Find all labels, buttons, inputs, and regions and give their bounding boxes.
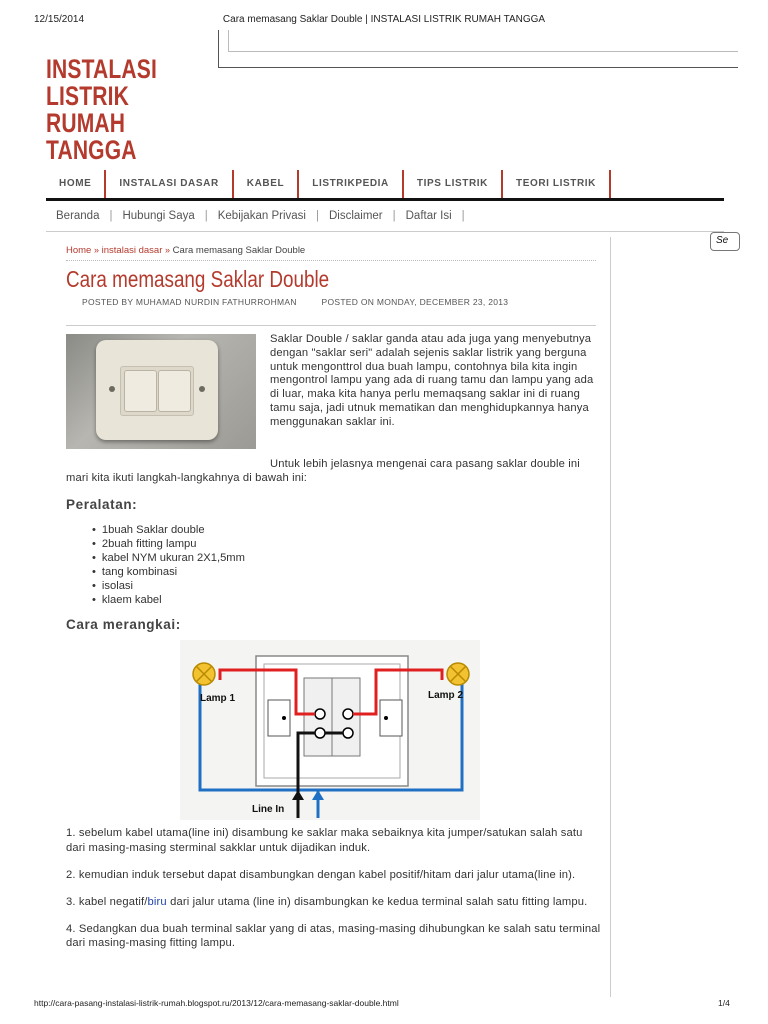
switch-plate <box>96 340 218 440</box>
list-item: • isolasi <box>90 580 245 594</box>
page-nav-separator: | <box>392 209 396 222</box>
step-2: 2. kemudian induk tersebut dapat disambungkan dengan kabel positif/hitam dari jalur utama(line in). <box>66 868 576 881</box>
list-item: • klaem kabel <box>90 594 245 608</box>
breadcrumb-home[interactable]: Home <box>66 245 92 256</box>
line-in-label: Line In <box>252 804 285 815</box>
switch-frame <box>120 366 194 416</box>
wiring-diagram <box>180 640 480 820</box>
site-logo[interactable] <box>46 56 179 164</box>
page-nav-separator: | <box>109 209 113 222</box>
header-banner-inner <box>228 30 738 52</box>
list-item: • tang kombinasi <box>90 566 245 580</box>
breadcrumb-current: Cara memasang Saklar Double <box>172 245 306 256</box>
post-title[interactable]: Cara memasang Saklar Double <box>66 266 330 292</box>
post-date: POSTED ON MONDAY, DECEMBER 23, 2013 <box>321 297 509 307</box>
sidebar-divider <box>610 237 611 997</box>
page-nav-separator: | <box>461 209 465 222</box>
print-page-number: 1/4 <box>718 998 730 1008</box>
nav-item-home[interactable]: HOME <box>46 170 106 198</box>
tools-list <box>90 524 245 607</box>
post-meta <box>82 297 602 307</box>
logo-line: INSTALASI <box>46 54 158 84</box>
list-item: • 1buah Saklar double <box>90 524 245 538</box>
logo-line: TANGGA <box>46 135 137 165</box>
screw-left <box>109 386 115 392</box>
page-nav-separator: | <box>204 209 208 222</box>
intro-paragraph-2: Untuk lebih jelasnya mengenai cara pasang saklar double ini mari kita ikuti langkah-langkahnya di bawah ini: <box>66 458 580 484</box>
page-link-daftar-isi[interactable]: Daftar Isi <box>405 209 452 222</box>
clamp-right-hole <box>384 716 388 720</box>
switch-rocker-right <box>158 370 191 412</box>
step-3 <box>66 895 601 910</box>
steps-section <box>66 826 601 963</box>
terminal-top-right <box>343 709 353 719</box>
step-3-link-biru[interactable]: biru <box>147 895 167 908</box>
nav-item-kabel[interactable]: KABEL <box>234 170 299 198</box>
page-nav-separator: | <box>315 209 319 222</box>
breadcrumb <box>66 245 596 261</box>
nav-item-listrikpedia[interactable]: LISTRIKPEDIA <box>299 170 404 198</box>
peralatan-heading: Peralatan: <box>66 497 138 512</box>
screw-right <box>199 386 205 392</box>
search-button[interactable]: Se <box>710 232 740 251</box>
breadcrumb-separator: » <box>165 245 171 255</box>
logo-line: RUMAH <box>46 108 126 138</box>
page-link-kebijakan-privasi[interactable]: Kebijakan Privasi <box>217 209 306 222</box>
list-item: • 2buah fitting lampu <box>90 538 245 552</box>
clamp-left-hole <box>282 716 286 720</box>
nav-item-instalasi-dasar[interactable]: INSTALASI DASAR <box>106 170 233 198</box>
nav-item-tips-listrik[interactable]: TIPS LISTRIK <box>404 170 503 198</box>
terminal-top-left <box>315 709 325 719</box>
intro-paragraph: Saklar Double / saklar ganda atau ada juga yang menyebutnya dengan "saklar seri" adalah sejenis saklar listrik yang berguna untuk mengonttrol dua buah lampu, contohnya bila kita ingin mengontrol lampu yang ada di ruang tamu dan lampu yang ada di luar, maka kita hanya perlu memaqsang saklar ini di ruang tamu saja, jadi utnuk mematikan dan menghidupkannya hanya menggunakan saklar ini. <box>270 333 594 428</box>
lamp1-label: Lamp 1 <box>200 693 236 704</box>
cara-heading: Cara merangkai: <box>66 617 181 632</box>
breadcrumb-separator: » <box>93 245 99 255</box>
step-4: 4. Sedangkan dua buah terminal saklar yang di atas, masing-masing dihubungkan ke salah satu terminal dari masing-masing fitting lampu. <box>66 922 601 949</box>
step-3-post: dari jalur utama (line in) disambungkan ke kedua terminal salah satu fitting lampu. <box>166 895 588 908</box>
page-link-hubungi-saya[interactable]: Hubungi Saya <box>122 209 195 222</box>
terminal-bottom-left <box>315 728 325 738</box>
clamp-right <box>380 700 402 736</box>
page-link-beranda[interactable]: Beranda <box>56 209 100 222</box>
print-title: Cara memasang Saklar Double | INSTALASI LISTRIK RUMAH TANGGA <box>222 14 546 25</box>
nav-item-teori-listrik[interactable]: TEORI LISTRIK <box>503 170 611 198</box>
terminal-bottom-right <box>343 728 353 738</box>
clamp-left <box>268 700 290 736</box>
breadcrumb-category[interactable]: instalasi dasar <box>101 245 163 256</box>
lamp2-label: Lamp 2 <box>428 690 464 701</box>
double-switch-photo <box>66 334 256 449</box>
post-meta-divider <box>66 325 596 326</box>
page-link-disclaimer[interactable]: Disclaimer <box>328 209 383 222</box>
logo-line: LISTRIK <box>46 81 129 111</box>
list-item: • kabel NYM ukuran 2X1,5mm <box>90 552 245 566</box>
print-url: http://cara-pasang-instalasi-listrik-rumah.blogspot.ru/2013/12/cara-memasang-saklar-double.html <box>34 998 399 1008</box>
step-1: 1. sebelum kabel utama(line ini) disambung ke saklar maka sebaiknya kita jumper/satukan salah satu dari masing-masing sterminal sakklar untuk dijadikan induk. <box>66 827 583 854</box>
main-nav <box>46 170 724 201</box>
step-3-pre: 3. kabel negatif/ <box>66 895 148 908</box>
page-nav <box>46 200 724 232</box>
switch-rocker-left <box>124 370 157 412</box>
post-author: POSTED BY MUHAMAD NURDIN FATHURROHMAN <box>82 297 297 307</box>
print-date: 12/15/2014 <box>34 14 85 25</box>
